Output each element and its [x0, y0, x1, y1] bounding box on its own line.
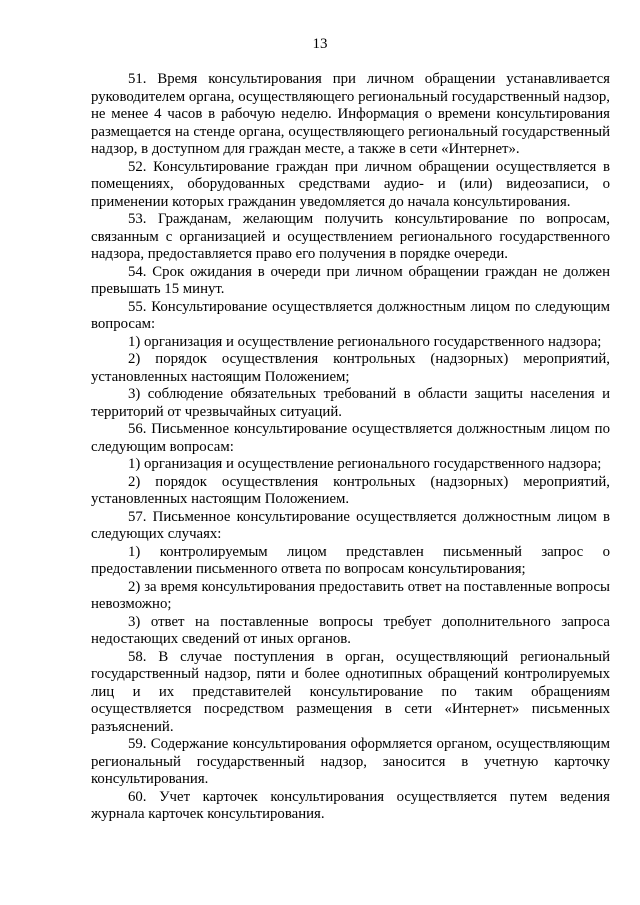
paragraph-53: 53. Гражданам, желающим получить консультирование по вопросам, связанным с организацией и осуществлением регионального государственного надзора, предоставляется право его получения в порядке очереди.	[91, 211, 610, 262]
paragraph-56-item-2: 2) порядок осуществления контрольных (надзорных) мероприятий, установленных настоящим Положением.	[91, 473, 610, 507]
paragraph-51: 51. Время консультирования при личном обращении устанавливается руководителем органа, осуществляющего региональный государственный надзор, не менее 4 часов в рабочую неделю. Информация о времени консультирования размещается на стенде органа, осуществляющего региональный государственный надзор, в доступном для граждан месте, а также в сети «Интернет».	[91, 71, 610, 157]
paragraph-52: 52. Консультирование граждан при личном обращении осуществляется в помещениях, оборудованных средствами аудио- и (или) видеозаписи, о применении которых гражданин уведомляется до начала консультирования.	[91, 158, 610, 210]
paragraph-60: 60. Учет карточек консультирования осуществляется путем ведения журнала карточек консультирования.	[91, 788, 610, 822]
paragraph-57-item-1: 1) контролируемым лицом представлен письменный запрос о предоставлении письменного ответа по вопросам консультирования;	[91, 543, 610, 577]
paragraph-57-item-3: 3) ответ на поставленные вопросы требует дополнительного запроса недостающих сведений от иных органов.	[91, 613, 610, 647]
paragraph-56: 56. Письменное консультирование осуществляется должностным лицом по следующим вопросам:	[91, 421, 610, 455]
paragraph-58: 58. В случае поступления в орган, осуществляющий региональный государственный надзор, пяти и более однотипных обращений контролируемых лиц и их представителей консультирование по таким обращениям осуществляется посредством размещения в сети «Интернет» письменных разъяснений.	[91, 648, 610, 735]
paragraph-57-item-2: 2) за время консультирования предоставить ответ на поставленные вопросы невозможно;	[91, 578, 610, 612]
paragraph-55-item-3: 3) соблюдение обязательных требований в области защиты населения и территорий от чрезвычайных ситуаций.	[91, 386, 610, 420]
document-body	[91, 71, 610, 824]
paragraph-59: 59. Содержание консультирования оформляется органом, осуществляющим региональный государственный надзор, заносится в учетную карточку консультирования.	[91, 736, 610, 787]
paragraph-55-item-2: 2) порядок осуществления контрольных (надзорных) мероприятий, установленных настоящим Положением;	[91, 351, 610, 385]
paragraph-57: 57. Письменное консультирование осуществляется должностным лицом в следующих случаях:	[91, 508, 610, 542]
paragraph-54: 54. Срок ожидания в очереди при личном обращении граждан не должен превышать 15 минут.	[91, 263, 610, 297]
paragraph-55-item-1: 1) организация и осуществление регионального государственного надзора;	[128, 333, 602, 350]
page-number: 13	[312, 36, 328, 52]
paragraph-56-item-1: 1) организация и осуществление регионального государственного надзора;	[128, 456, 602, 472]
paragraph-55: 55. Консультирование осуществляется должностным лицом по следующим вопросам:	[91, 298, 610, 332]
